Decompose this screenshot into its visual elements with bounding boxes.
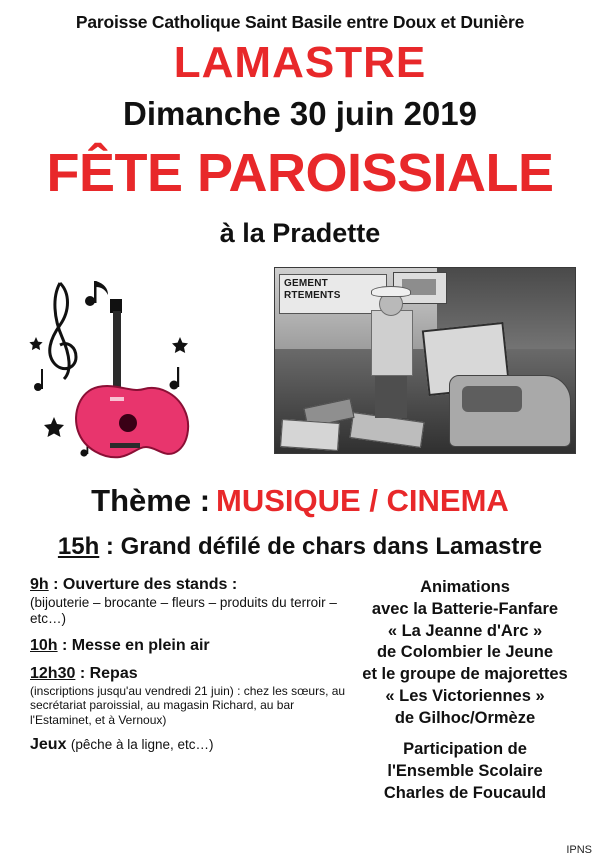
theme-line (14, 483, 586, 519)
theme-label: Thème : (91, 483, 211, 518)
photo-sign-text: GEMENT RTEMENTS (279, 274, 387, 314)
town-title: LAMASTRE (173, 38, 427, 87)
photo-car (449, 375, 571, 447)
program-heading (30, 636, 348, 656)
animations-line: avec la Batterie-Fanfare (371, 599, 559, 618)
program-time: 12h30 (30, 664, 76, 682)
program-title: : Repas (75, 664, 138, 682)
theme-value: MUSIQUE / CINEMA (216, 483, 509, 518)
animations-line: Animations (420, 578, 510, 596)
photo-person-hat (371, 286, 411, 297)
program-heading (30, 735, 348, 755)
photo-person-body (371, 310, 413, 376)
program-details: (pêche à la ligne, etc…) (70, 737, 214, 753)
program-registration-note: (inscriptions jusqu'au vendredi 21 juin) : chez les sœurs, au secrétariat paroissial, au magasin Richard, au bar l'Estaminet, et à Vernoux) (30, 683, 346, 727)
program-heading (30, 575, 348, 595)
participation-line: l'Ensemble Scolaire (387, 762, 543, 781)
participation-line: Participation de (403, 740, 527, 759)
program-details: (bijouterie – brocante – fleurs – produits du terroir – etc…) (30, 595, 337, 627)
program-title: Jeux (30, 736, 67, 754)
program-time: 10h (30, 636, 58, 654)
participation-line: Charles de Foucauld (383, 783, 547, 802)
list-item (30, 664, 348, 727)
parade-time: 15h (57, 533, 100, 560)
program-title: : Ouverture des stands : (48, 576, 238, 593)
animations-line: « La Jeanne d'Arc » (387, 621, 543, 640)
photo-debris (280, 419, 340, 451)
animations-line: « Les Victoriennes » (385, 686, 545, 705)
list-item (30, 636, 348, 656)
list-item (30, 735, 348, 755)
program-column (18, 575, 348, 805)
event-place: à la Pradette (219, 218, 381, 248)
parade-line (14, 533, 586, 561)
page-title: FÊTE PAROISSIALE (46, 143, 554, 203)
bottom-columns (14, 575, 586, 805)
program-title: : Messe en plein air (57, 636, 210, 654)
animations-line: de Colombier le Jeune (376, 643, 554, 662)
animations-line: de Gilhoc/Ormèze (394, 708, 536, 727)
list-item (30, 575, 348, 628)
parish-heading: Paroisse Catholique Saint Basile entre Doux et Dunière (75, 12, 525, 32)
event-date: Dimanche 30 juin 2019 (123, 95, 477, 132)
illustrations-row (14, 267, 586, 467)
animations-line: et le groupe de majorettes (362, 665, 568, 684)
animations-column (348, 575, 582, 805)
film-photo (274, 267, 576, 454)
participation-block (348, 739, 582, 804)
program-time: 9h (30, 576, 49, 593)
ipns-footer: IPNS (566, 844, 592, 856)
program-heading (30, 664, 348, 684)
guitar-icon (24, 267, 204, 467)
parade-text: : Grand défilé de chars dans Lamastre (99, 533, 543, 560)
photo-person-legs (375, 372, 407, 418)
